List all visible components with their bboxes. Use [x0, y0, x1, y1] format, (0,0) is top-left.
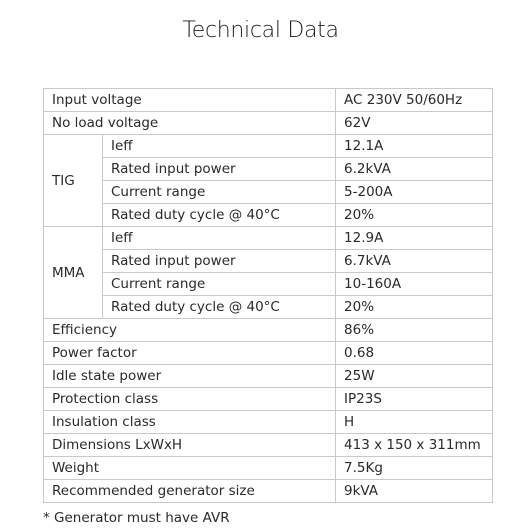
row-value: 12.1A	[336, 135, 493, 158]
table-row	[44, 181, 493, 204]
row-value: 413 x 150 x 311mm	[336, 434, 493, 457]
row-value: AC 230V 50/60Hz	[336, 89, 493, 112]
row-label: Rated input power	[103, 158, 336, 181]
table-row	[44, 135, 493, 158]
table-row	[44, 388, 493, 411]
row-value: 62V	[336, 112, 493, 135]
table-row	[44, 365, 493, 388]
row-value: IP23S	[336, 388, 493, 411]
table-row	[44, 342, 493, 365]
row-value: 20%	[336, 296, 493, 319]
row-label: No load voltage	[44, 112, 336, 135]
row-value: 12.9A	[336, 227, 493, 250]
row-label: Weight	[44, 457, 336, 480]
group-label-mma: MMA	[44, 227, 103, 319]
table-row	[44, 273, 493, 296]
table-row	[44, 434, 493, 457]
group-label-tig: TIG	[44, 135, 103, 227]
table-row	[44, 227, 493, 250]
table-row	[44, 319, 493, 342]
table-row	[44, 457, 493, 480]
row-label: Power factor	[44, 342, 336, 365]
row-label: Current range	[103, 273, 336, 296]
row-value: 7.5Kg	[336, 457, 493, 480]
technical-data-table	[43, 88, 493, 503]
table-row	[44, 250, 493, 273]
row-value: 0.68	[336, 342, 493, 365]
row-label: Recommended generator size	[44, 480, 336, 503]
row-label: Input voltage	[44, 89, 336, 112]
row-label: Rated input power	[103, 250, 336, 273]
table-row	[44, 411, 493, 434]
row-label: Ieff	[103, 227, 336, 250]
row-label: Ieff	[103, 135, 336, 158]
row-value: 6.7kVA	[336, 250, 493, 273]
row-value: 25W	[336, 365, 493, 388]
table-row	[44, 204, 493, 227]
row-label: Dimensions LxWxH	[44, 434, 336, 457]
table-row	[44, 112, 493, 135]
row-label: Idle state power	[44, 365, 336, 388]
row-value: 20%	[336, 204, 493, 227]
row-value: 6.2kVA	[336, 158, 493, 181]
row-label: Current range	[103, 181, 336, 204]
row-label: Rated duty cycle @ 40°C	[103, 296, 336, 319]
table-row	[44, 89, 493, 112]
row-value: 10-160A	[336, 273, 493, 296]
page-title: Technical Data	[182, 18, 339, 43]
row-value: 9kVA	[336, 480, 493, 503]
footnote: * Generator must have AVR	[43, 510, 230, 526]
row-label: Protection class	[44, 388, 336, 411]
table-row	[44, 480, 493, 503]
table-row	[44, 296, 493, 319]
row-value: 5-200A	[336, 181, 493, 204]
table-row	[44, 158, 493, 181]
row-label: Insulation class	[44, 411, 336, 434]
row-value: H	[336, 411, 493, 434]
row-value: 86%	[336, 319, 493, 342]
row-label: Efficiency	[44, 319, 336, 342]
row-label: Rated duty cycle @ 40°C	[103, 204, 336, 227]
